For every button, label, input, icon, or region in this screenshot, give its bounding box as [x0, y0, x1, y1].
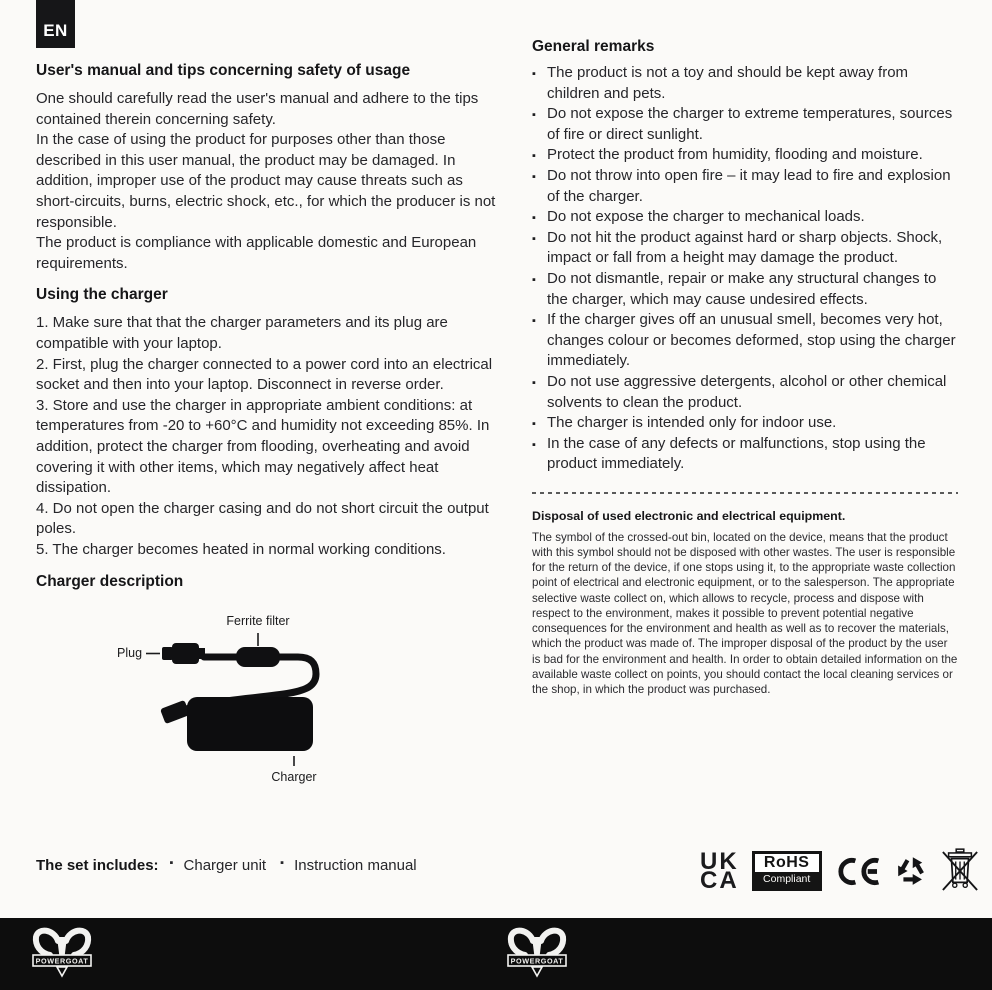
- remark-item: ▪ Do not expose the charger to mechanical loads.: [532, 207, 958, 228]
- disposal-text: The symbol of the crossed-out bin, located on the device, means that the product with this symbol should not be disposed with other wastes. The user is responsible for the return of the device, if one stops using it, to the appropriate waste collection point of electrical and electronic equipment, or to the salesperson. The appropriate selective waste collect on, which allows to recycle, process and dispose with respect to the environment, makes it possible to prevent potential negative consequences for the environment and health as well as to recover the materials, which the product was made of. The improper disposal of the product by the user is bad for the environment and health. In order to obtain detailed information on the available waste collect on points, you should contact the local cleaning services or the shop, in which the product was purchased.: [532, 530, 958, 696]
- plug-label: Plug: [117, 646, 143, 661]
- weee-crossed-out-bin-icon: [941, 848, 979, 894]
- language-badge: EN: [36, 0, 75, 48]
- charger-body: [187, 697, 313, 751]
- instruction-step: 1. Make sure that that the charger parameters and its plug are compatible with your laptop.: [36, 314, 448, 352]
- intro-paragraph: In the case of using the product for purposes other than those described in this user manual, the product may be damaged. In addition, improper use of the product may cause threats such as short-circuits, burns, electric shock, etc., for which the producer is not responsible.: [36, 131, 496, 231]
- cross-out-lines: [943, 852, 977, 890]
- instruction-step: 4. Do not open the charger casing and do not short circuit the output poles.: [36, 499, 489, 538]
- plug-prong: [162, 647, 173, 660]
- powergoat-logo: [30, 925, 94, 983]
- goat-chin: [57, 967, 67, 976]
- set-includes-row: [36, 857, 417, 874]
- general-remarks-heading: General remarks: [532, 38, 655, 55]
- charger-diagram: [36, 600, 476, 794]
- charger-description-heading: Charger description: [36, 573, 184, 591]
- rohs-title: RoHS: [763, 854, 810, 871]
- powergoat-logo: [505, 925, 569, 983]
- left-column: [36, 62, 502, 794]
- safety-heading: User's manual and tips concerning safety of usage: [36, 62, 411, 79]
- ce-letter-c: [840, 860, 855, 882]
- instruction-step: 3. Store and use the charger in appropriate ambient conditions: at temperatures from -20 to +60°C and humidity not exceeding 85%. In addition, protect the charger from flooding, overheating and avoid covering it with other items, which may negatively affect heat dissipation.: [36, 396, 490, 497]
- recycling-arrows: [894, 855, 927, 885]
- remark-item: ▪ Do not hit the product against hard or sharp objects. Shock, impact or fall from a height may damage the product.: [532, 228, 958, 269]
- remark-item: ▪ Protect the product from humidity, flooding and moisture.: [532, 145, 958, 166]
- remark-item: ▪ In the case of any defects or malfunctions, stop using the product immediately.: [532, 434, 958, 475]
- intro-paragraph: One should carefully read the user's manual and adhere to the tips contained therein concerning safety.: [36, 90, 479, 128]
- remark-item: ▪ Do not throw into open fire – it may lead to fire and explosion of the charger.: [532, 166, 958, 207]
- goat-horn-right: [66, 931, 88, 955]
- set-includes-item: ▪ Instruction manual: [280, 857, 417, 874]
- ferrite-filter-label: Ferrite filter: [226, 614, 290, 629]
- certification-marks: [700, 847, 979, 895]
- wheelie-bin: [948, 849, 971, 887]
- intro-paragraph: The product is compliance with applicable domestic and European requirements.: [36, 234, 477, 272]
- using-charger-heading: Using the charger: [36, 286, 168, 304]
- brand-name: POWERGOAT: [35, 956, 89, 966]
- ukca-line2: CA: [700, 867, 739, 894]
- disposal-heading: Disposal of used electronic and electrical equipment.: [532, 508, 846, 523]
- footer-bar: [0, 918, 992, 990]
- general-remarks-list: [532, 63, 958, 475]
- dc-connector: [160, 700, 190, 724]
- charger-diagram-art: [36, 600, 476, 794]
- remark-item: ▪ Do not dismantle, repair or make any structural changes to the charger, which may cause undesired effects.: [532, 269, 958, 310]
- goat-face: [532, 937, 542, 957]
- remark-item: ▪ Do not expose the charger to extreme temperatures, sources of fire or direct sunlight.: [532, 104, 958, 145]
- ce-mark-icon: [835, 856, 881, 887]
- ukca-line1: UK: [700, 847, 739, 875]
- set-includes-item: ▪ Charger unit: [170, 857, 267, 874]
- goat-horn-left: [36, 931, 58, 955]
- set-includes-items: [170, 857, 417, 874]
- goat-face: [57, 937, 67, 957]
- instruction-steps: [36, 313, 502, 560]
- instruction-step: 2. First, plug the charger connected to a power cord into an electrical socket and then into your laptop. Disconnect in reverse order.: [36, 355, 493, 394]
- remark-item: ▪ Do not use aggressive detergents, alcohol or other chemical solvents to clean the product.: [532, 372, 958, 413]
- plug-ridge: [198, 648, 205, 659]
- dashed-divider: [532, 492, 958, 494]
- remark-item: ▪ The product is not a toy and should be kept away from children and pets.: [532, 63, 958, 104]
- plug-body: [172, 643, 199, 664]
- brand-name: POWERGOAT: [510, 956, 564, 966]
- instruction-step: 5. The charger becomes heated in normal working conditions.: [36, 540, 446, 558]
- set-includes-label: The set includes:: [36, 857, 159, 874]
- rohs-mark: [752, 851, 822, 891]
- ukca-mark: [700, 847, 739, 894]
- ferrite-bead: [236, 647, 280, 667]
- recycling-icon: [894, 855, 928, 887]
- rohs-subtitle: Compliant: [755, 872, 819, 888]
- intro-paragraphs: [36, 89, 502, 274]
- goat-horn-left: [511, 931, 533, 955]
- remark-item: ▪ The charger is intended only for indoor use.: [532, 413, 958, 434]
- remark-item: ▪ If the charger gives off an unusual smell, becomes very hot, changes colour or becomes deformed, stop using the charger immediately.: [532, 310, 958, 372]
- goat-chin: [532, 967, 542, 976]
- goat-horn-right: [541, 931, 563, 955]
- charger-label: Charger: [271, 770, 317, 785]
- right-column: [532, 38, 958, 697]
